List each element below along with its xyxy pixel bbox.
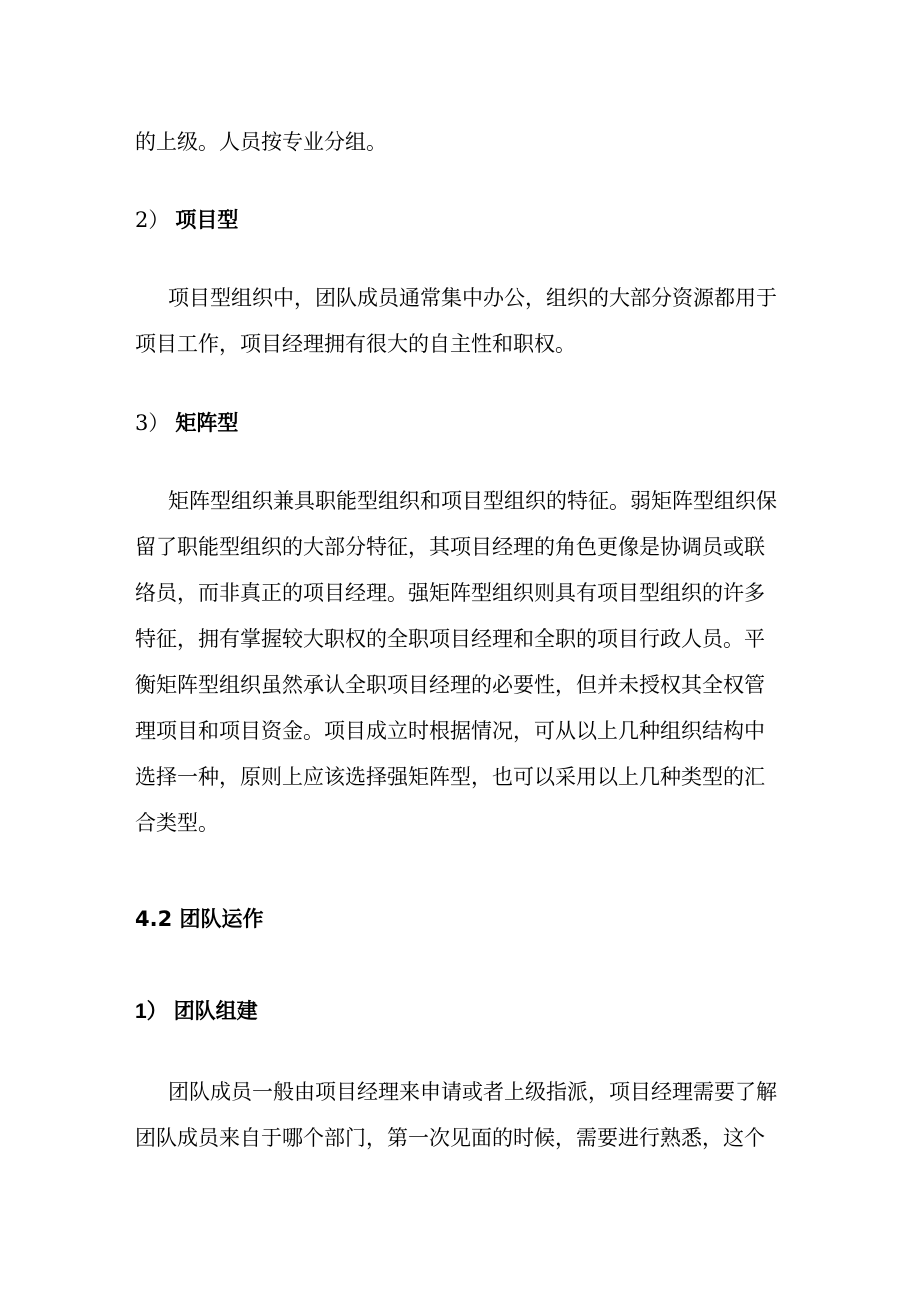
paragraph-line: 项目型组织中，团队成员通常集中办公，组织的大部分资源都用于 bbox=[168, 286, 777, 310]
heading-number: 3） bbox=[135, 411, 170, 435]
paragraph-line: 络员，而非真正的项目经理。强矩阵型组织则具有项目型组织的许多 bbox=[135, 581, 765, 605]
paragraph-line: 团队成员来自于哪个部门，第一次见面的时候，需要进行熟悉，这个 bbox=[135, 1126, 765, 1150]
paragraph-line: 团队成员一般由项目经理来申请或者上级指派，项目经理需要了解 bbox=[168, 1080, 777, 1104]
paragraph-line: 衡矩阵型组织虽然承认全职项目经理的必要性，但并未授权其全权管 bbox=[135, 673, 765, 697]
paragraph-line: 项目工作，项目经理拥有很大的自主性和职权。 bbox=[135, 332, 576, 356]
paragraph-line: 特征，拥有掌握较大职权的全职项目经理和全职的项目行政人员。平 bbox=[135, 627, 765, 651]
heading-title: 项目型 bbox=[175, 208, 239, 232]
heading-number: 1） bbox=[135, 1000, 168, 1023]
paragraph-line: 留了职能型组织的大部分特征，其项目经理的角色更像是协调员或联 bbox=[135, 535, 765, 559]
paragraph-line: 矩阵型组织兼具职能型组织和项目型组织的特征。弱矩阵型组织保 bbox=[168, 489, 777, 513]
heading-title: 矩阵型 bbox=[175, 411, 239, 435]
paragraph-line: 选择一种，原则上应该选择强矩阵型，也可以采用以上几种类型的汇 bbox=[135, 765, 765, 789]
paragraph-line: 的上级。人员按专业分组。 bbox=[135, 130, 387, 154]
heading-number: 2） bbox=[135, 208, 170, 232]
heading-project-type bbox=[135, 205, 238, 235]
section-heading: 4.2 团队运作 bbox=[135, 907, 264, 931]
paragraph-line: 理项目和项目资金。项目成立时根据情况，可从以上几种组织结构中 bbox=[135, 719, 765, 743]
heading-team-build bbox=[135, 996, 258, 1027]
paragraph-line: 合类型。 bbox=[135, 811, 219, 835]
heading-title: 团队组建 bbox=[173, 999, 258, 1023]
heading-matrix-type bbox=[135, 408, 238, 438]
